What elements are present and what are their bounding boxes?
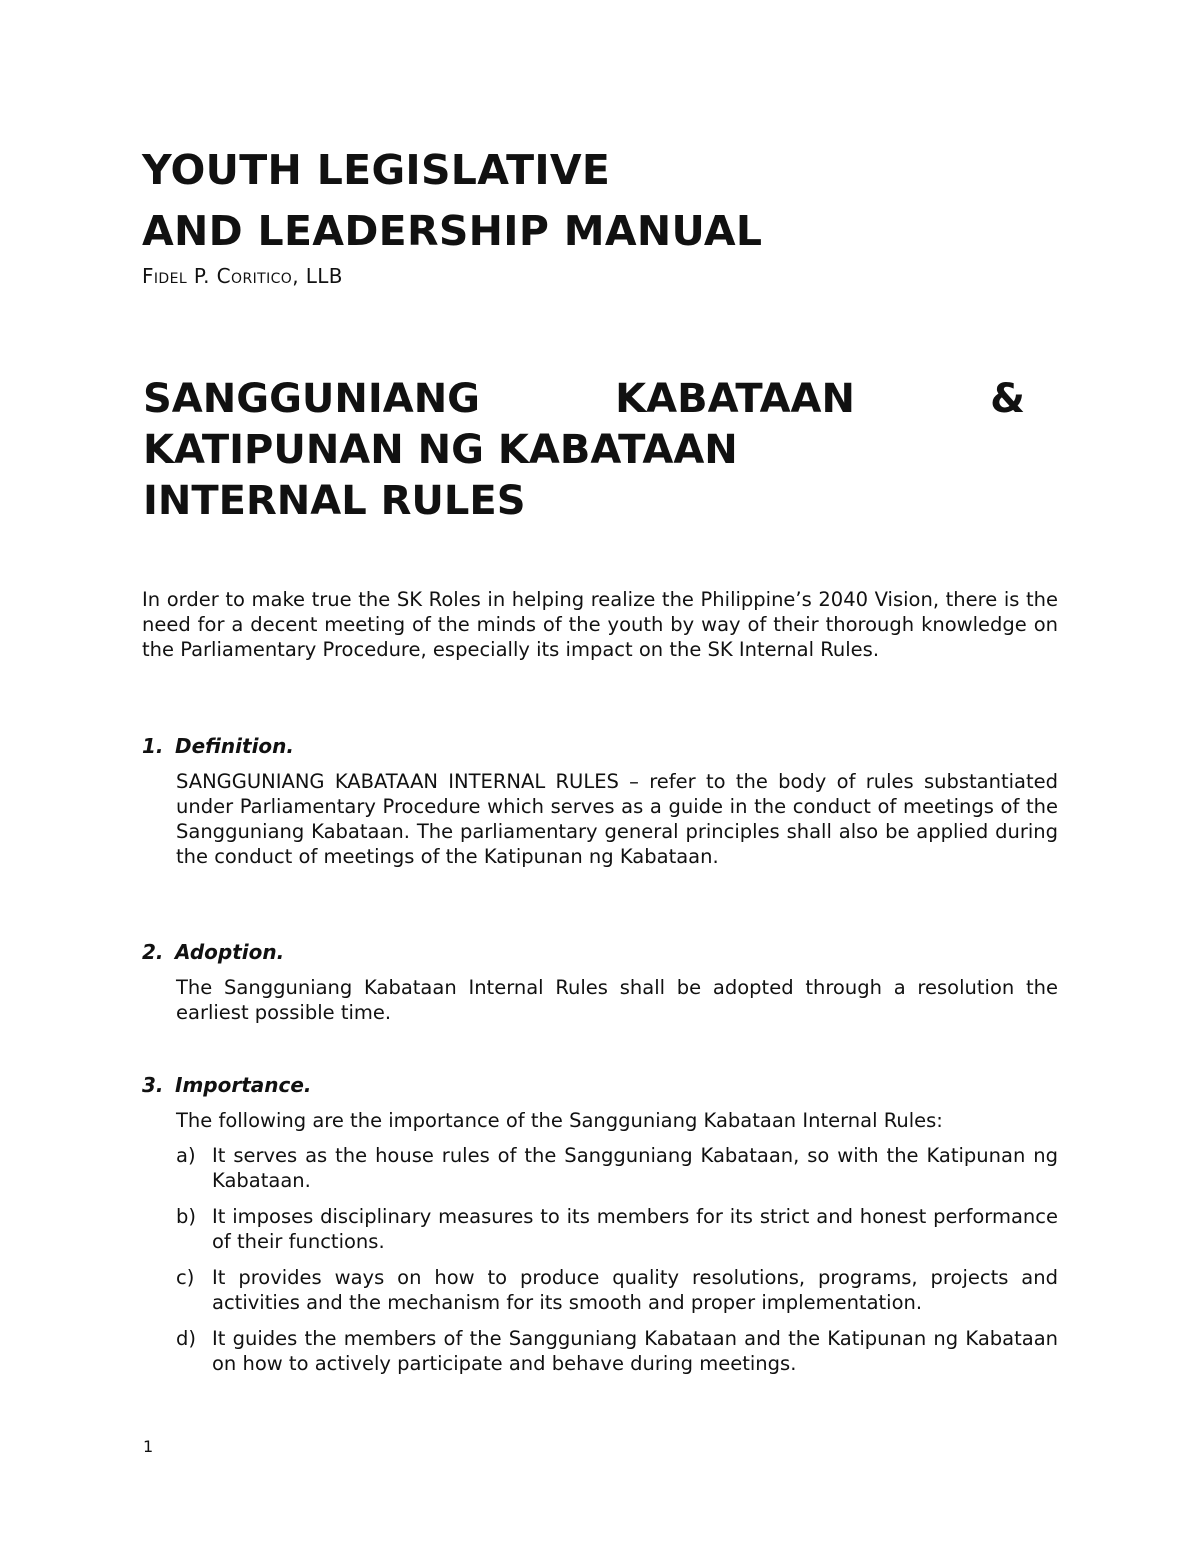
section-title <box>143 374 1025 527</box>
list-item-adoption <box>142 939 1058 1025</box>
item-number: 2. <box>142 940 164 964</box>
item-body: The Sangguniang Kabataan Internal Rules shall be adopted through a resolution the earliest possible time. <box>176 976 1058 1024</box>
sub-item-letter: b) <box>176 1205 196 1228</box>
item-heading-text: Importance. <box>175 1073 312 1097</box>
item-body: The following are the importance of the Sangguniang Kabataan Internal Rules: <box>176 1109 943 1132</box>
item-heading <box>142 1072 1058 1098</box>
title-line-1: YOUTH LEGISLATIVE <box>142 146 611 194</box>
sub-list-item <box>176 1143 1058 1193</box>
sub-item-letter: c) <box>176 1266 195 1289</box>
section-title-word-2: KABATAAN <box>615 376 855 422</box>
item-number: 3. <box>142 1073 164 1097</box>
sub-item-letter: a) <box>176 1144 196 1167</box>
sub-item-text: It guides the members of the Sangguniang Kabataan and the Katipunan ng Kabataan on how to actively participate and behave during meetings. <box>212 1327 1058 1375</box>
item-heading <box>142 939 1058 965</box>
importance-sub-list <box>176 1143 1058 1376</box>
sub-list-item <box>176 1326 1058 1376</box>
document-title <box>142 140 762 262</box>
section-title-line-1 <box>143 374 1025 425</box>
sub-item-letter: d) <box>176 1327 196 1350</box>
item-heading <box>142 733 1058 759</box>
section-title-line-2: KATIPUNAN NG KABATAAN <box>143 427 738 473</box>
section-title-line-3: INTERNAL RULES <box>143 478 526 524</box>
item-body: SANGGUNIANG KABATAAN INTERNAL RULES – refer to the body of rules substantiated under Parliamentary Procedure which serves as a guide in the conduct of meetings of the Sangguniang Kabataan. The parliamentary general principles shall also be applied during the conduct of meetings of the Katipunan ng Kabataan. <box>176 770 1058 868</box>
item-number: 1. <box>142 734 164 758</box>
item-heading-text: Adoption. <box>175 940 285 964</box>
page-number: 1 <box>143 1437 154 1456</box>
list-item-importance <box>142 1072 1058 1376</box>
sub-item-text: It provides ways on how to produce quality resolutions, programs, projects and activities and the mechanism for its smooth and proper implementation. <box>212 1266 1058 1314</box>
list-item-definition <box>142 733 1058 869</box>
section-title-word-1: SANGGUNIANG <box>143 376 481 422</box>
title-line-2: AND LEADERSHIP MANUAL <box>142 207 763 255</box>
item-heading-text: Definition. <box>175 734 294 758</box>
intro-paragraph: In order to make true the SK Roles in helping realize the Philippine’s 2040 Vision, there is the need for a decent meeting of the minds of the youth by way of their thorough knowledge on the Parliamentary Procedure, especially its impact on the SK Internal Rules. <box>142 588 1058 661</box>
sub-item-text: It imposes disciplinary measures to its members for its strict and honest performance of their functions. <box>212 1205 1058 1253</box>
sub-list-item <box>176 1265 1058 1315</box>
section-title-word-3: & <box>990 376 1025 422</box>
sub-list-item <box>176 1204 1058 1254</box>
author-name: Fidel P. Coritico, LLB <box>142 264 343 288</box>
sub-item-text: It serves as the house rules of the Sangguniang Kabataan, so with the Katipunan ng Kabataan. <box>212 1144 1058 1192</box>
